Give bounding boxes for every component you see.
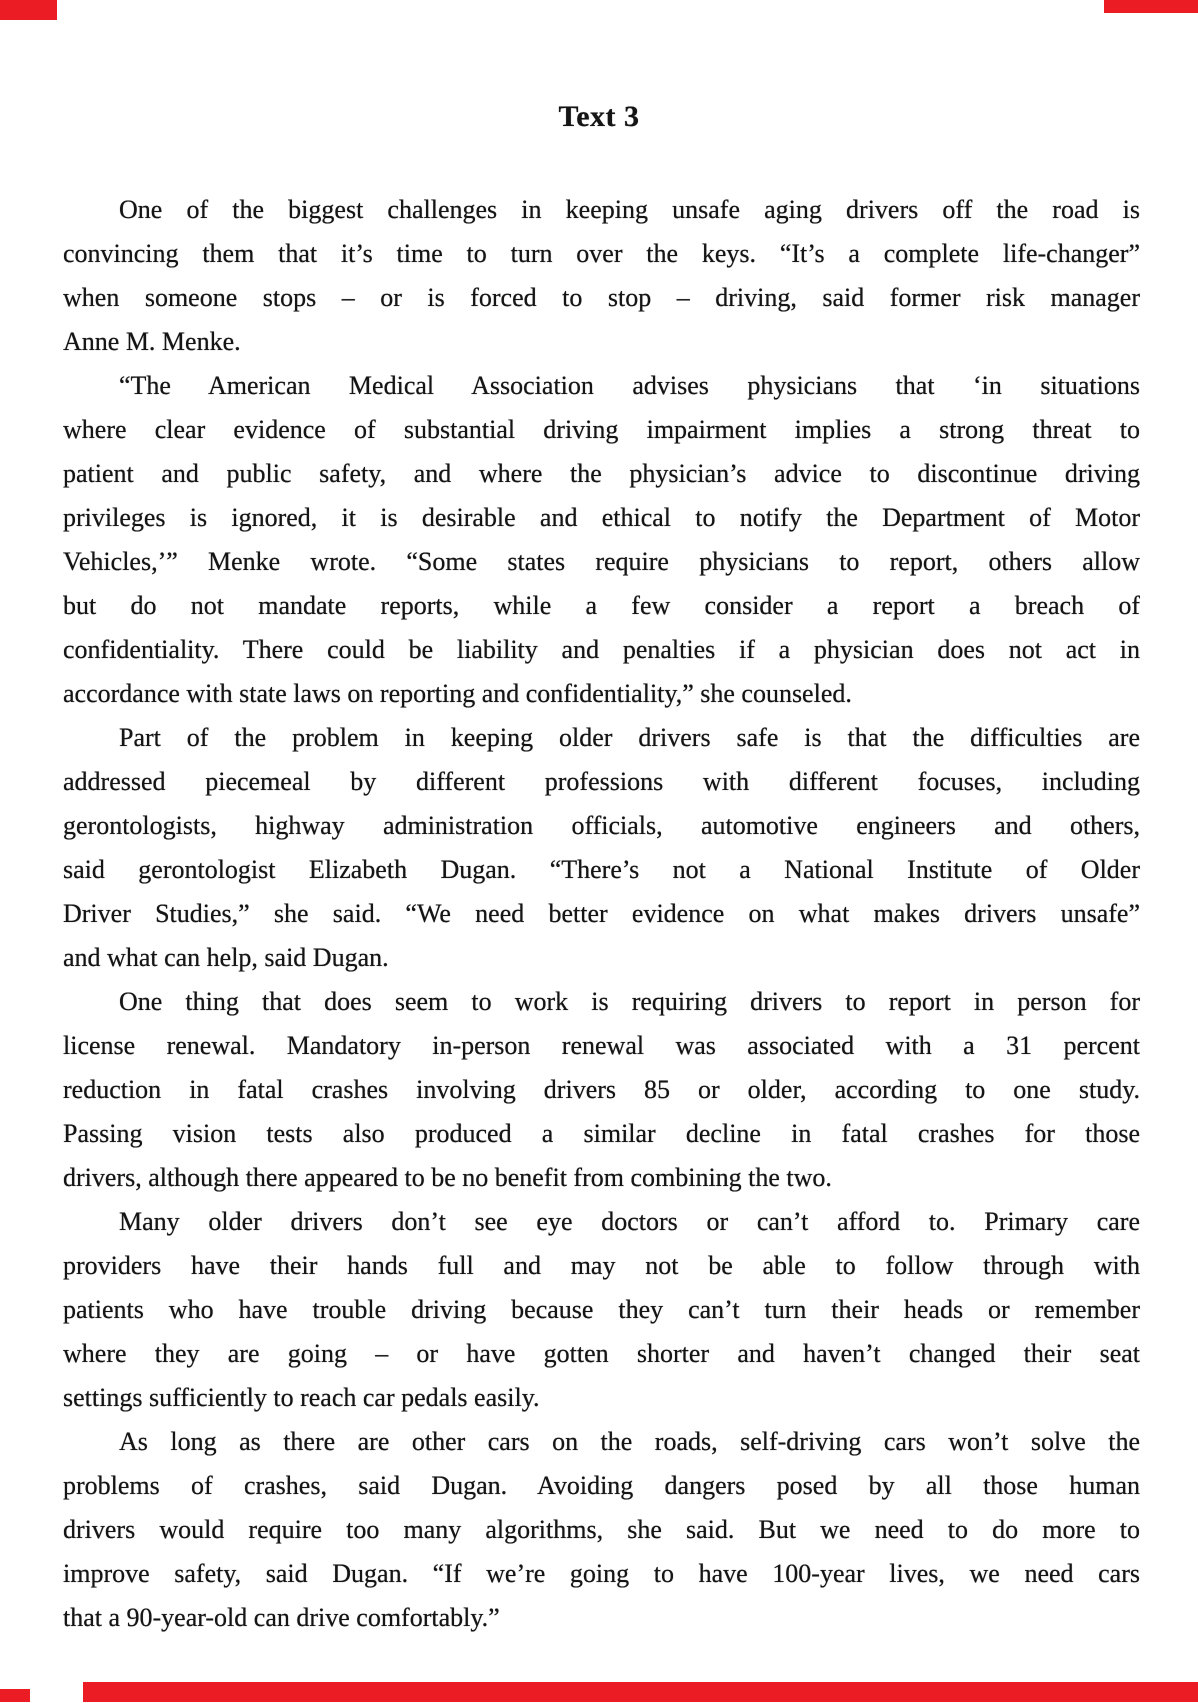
text-line: One thing that does seem to work is requiring drivers to report in person for	[119, 987, 1140, 1016]
text-line: accordance with state laws on reporting and confidentiality,” she counseled.	[63, 679, 852, 708]
text-line: One of the biggest challenges in keeping unsafe aging drivers off the road is	[119, 195, 1140, 224]
text-line: Driver Studies,” she said. “We need better evidence on what makes drivers unsafe”	[63, 899, 1140, 928]
scan-artifact-top-left	[0, 0, 57, 20]
text-line: but do not mandate reports, while a few consider a report a breach of	[63, 591, 1140, 620]
text-line: improve safety, said Dugan. “If we’re going to have 100-year lives, we need cars	[63, 1559, 1140, 1588]
text-line: when someone stops – or is forced to stop – driving, said former risk manager	[63, 283, 1140, 312]
text-line: problems of crashes, said Dugan. Avoiding dangers posed by all those human	[63, 1471, 1140, 1500]
paragraph	[63, 716, 1140, 980]
text-line: said gerontologist Elizabeth Dugan. “There’s not a National Institute of Older	[63, 855, 1140, 884]
text-line: and what can help, said Dugan.	[63, 943, 389, 972]
text-line: Part of the problem in keeping older drivers safe is that the difficulties are	[119, 723, 1140, 752]
text-line: convincing them that it’s time to turn over the keys. “It’s a complete life-changer”	[63, 239, 1140, 268]
text-line: settings sufficiently to reach car pedals easily.	[63, 1383, 540, 1412]
text-line: where clear evidence of substantial driving impairment implies a strong threat to	[63, 415, 1140, 444]
text-line: where they are going – or have gotten shorter and haven’t changed their seat	[63, 1339, 1140, 1368]
text-line: Vehicles,’” Menke wrote. “Some states require physicians to report, others allow	[63, 547, 1140, 576]
text-line: “The American Medical Association advises physicians that ‘in situations	[119, 371, 1140, 400]
text-line: Passing vision tests also produced a similar decline in fatal crashes for those	[63, 1119, 1140, 1148]
text-line: gerontologists, highway administration officials, automotive engineers and others,	[63, 811, 1140, 840]
scan-artifact-bottom-bar	[83, 1682, 1198, 1702]
document-body	[63, 188, 1140, 1640]
page-title: Text 3	[558, 100, 640, 133]
paragraph	[63, 1420, 1140, 1640]
text-line: reduction in fatal crashes involving drivers 85 or older, according to one study.	[63, 1075, 1140, 1104]
text-line: As long as there are other cars on the roads, self-driving cars won’t solve the	[119, 1427, 1140, 1456]
text-line: license renewal. Mandatory in-person renewal was associated with a 31 percent	[63, 1031, 1140, 1060]
scan-artifact-top-right	[1104, 0, 1198, 13]
text-line: drivers would require too many algorithms, she said. But we need to do more to	[63, 1515, 1140, 1544]
scan-artifact-bottom-left	[0, 1689, 30, 1702]
paragraph	[63, 980, 1140, 1200]
text-line: confidentiality. There could be liability and penalties if a physician does not act in	[63, 635, 1140, 664]
text-line: Anne M. Menke.	[63, 327, 241, 356]
paragraph	[63, 364, 1140, 716]
text-line: providers have their hands full and may not be able to follow through with	[63, 1251, 1140, 1280]
paragraph	[63, 1200, 1140, 1420]
text-line: addressed piecemeal by different professions with different focuses, including	[63, 767, 1140, 796]
paragraph	[63, 188, 1140, 364]
text-line: patient and public safety, and where the physician’s advice to discontinue driving	[63, 459, 1140, 488]
text-line: drivers, although there appeared to be no benefit from combining the two.	[63, 1163, 832, 1192]
text-line: that a 90-year-old can drive comfortably.”	[63, 1603, 500, 1632]
text-line: Many older drivers don’t see eye doctors or can’t afford to. Primary care	[119, 1207, 1140, 1236]
text-line: privileges is ignored, it is desirable and ethical to notify the Department of Motor	[63, 503, 1140, 532]
text-line: patients who have trouble driving because they can’t turn their heads or remember	[63, 1295, 1140, 1324]
